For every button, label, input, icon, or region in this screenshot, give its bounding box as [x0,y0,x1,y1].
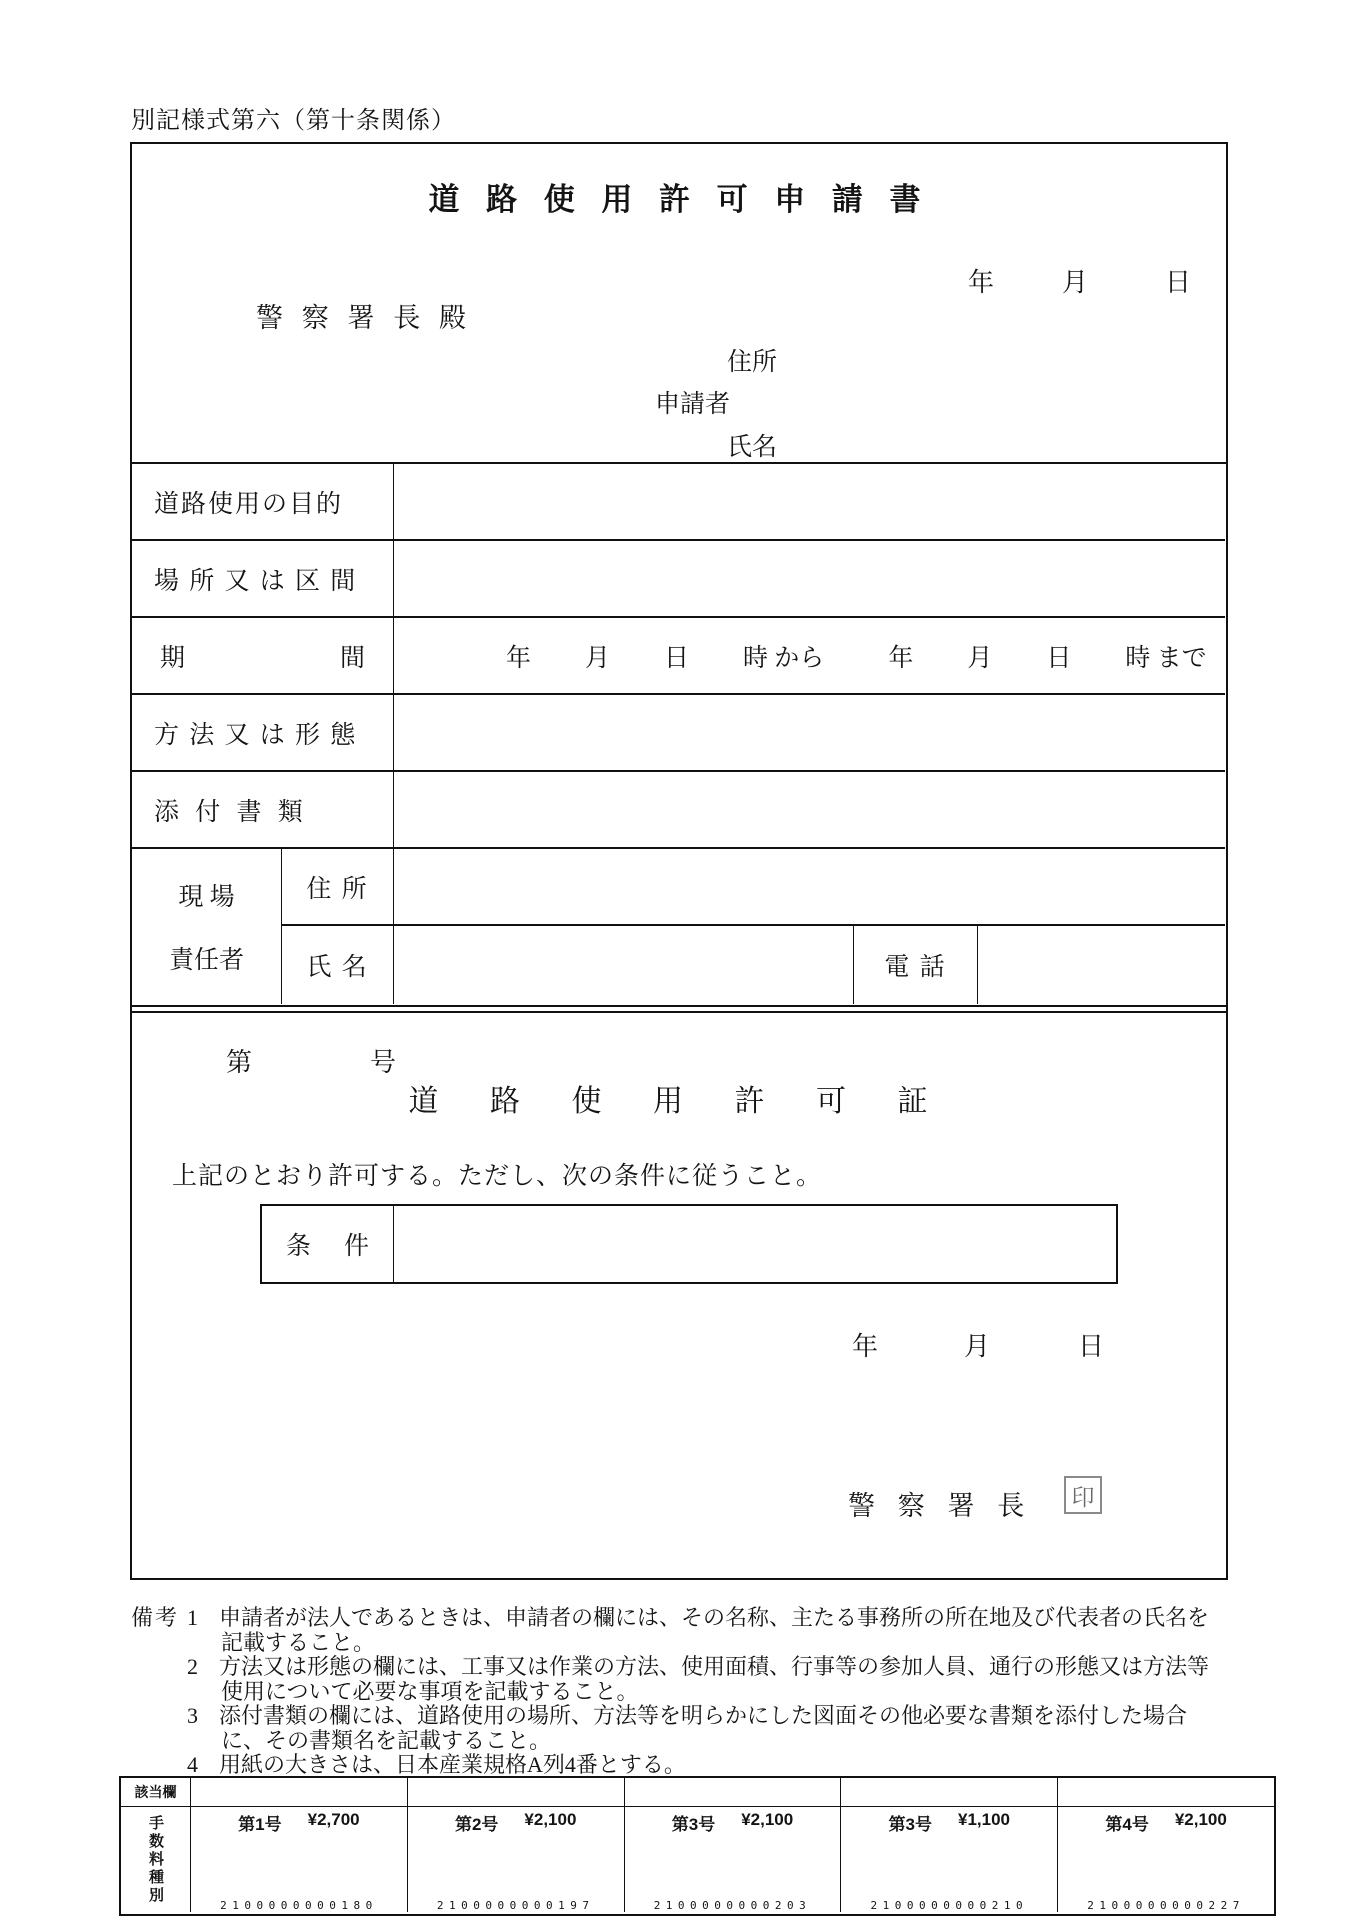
remark-text: 添付書類の欄には、道路使用の場所、方法等を明らかにした図面その他必要な書類を添付した場合に、その書類名を記載すること。 [219,1703,1188,1753]
remark-text: 用紙の大きさは、日本産業規格A列4番とする。 [219,1752,686,1777]
applicant-address-label: 住所 [727,349,778,376]
applicant-label: 申請者 [655,391,731,418]
site-address-value-cell [393,849,1225,926]
fee-label: 第3号 [671,1815,716,1834]
period-from-group [506,638,824,674]
fee-barcode-digits: 2100000000227 [1087,1899,1245,1912]
fee-price: ¥2,700 [307,1810,360,1829]
permit-statement: 上記のとおり許可する。ただし、次の条件に従うこと。 [172,1163,823,1190]
applicant-name-label: 氏名 [727,434,778,461]
place-value-cell [393,541,1225,618]
remark-item [187,1655,1221,1704]
period-to-month: 月 [967,644,993,672]
fee-price: ¥2,100 [1174,1810,1227,1829]
period-to-group [888,638,1206,674]
permit-number-prefix: 第 [226,1048,253,1077]
fee-barcode-digits: 2100000000210 [870,1899,1029,1912]
seal-character: 印 [1071,1484,1095,1510]
fee-price: ¥1,100 [958,1810,1011,1829]
remarks-heading: 備考 [131,1605,180,1630]
telephone-value-cell [977,926,1225,1004]
site-address-label: 住 所 [281,849,393,926]
remark-number: 4 [187,1752,198,1777]
site-name-value-cell [393,926,853,1004]
responsible-label: 責任者 [168,947,244,975]
fee-header [672,1810,793,1835]
permit-date-month-label: 月 [964,1332,991,1361]
application-title: 道 路 使 用 許 可 申 請 書 [428,182,930,217]
seal-placeholder [1064,1476,1102,1514]
fee-check-cell [840,1778,1057,1806]
period-label-right: 間 [339,644,365,672]
period-from-day: 日 [664,644,690,672]
permit-date-day-label: 日 [1078,1332,1105,1361]
remark-number: 1 [187,1605,198,1630]
period-to-year: 年 [888,644,914,672]
section-divider [132,1011,1226,1013]
period-from-hour: 時 から [743,644,825,672]
period-value-cell [393,618,1225,695]
permit-number-suffix: 号 [370,1048,397,1077]
period-from-month: 月 [585,644,611,672]
conditions-label-left: 条 [286,1233,312,1260]
fee-check-cell [1057,1778,1274,1806]
fee-check-cell [190,1778,407,1806]
fee-option-cell [190,1806,407,1912]
applicable-column-label: 該当欄 [134,1784,177,1800]
fee-option-cell [624,1806,841,1912]
place-label: 場 所 又 は 区 間 [132,541,393,618]
police-chief-recipient: 警 察 署 長 殿 [256,303,472,333]
site-label: 現 場 [178,883,235,911]
telephone-label: 電 話 [853,926,977,1004]
fee-category-table [119,1776,1276,1916]
method-label: 方 法 又 は 形 態 [132,695,393,772]
fee-barcode-digits: 2100000000197 [436,1899,595,1912]
fee-label: 第3号 [888,1815,933,1834]
remark-item [187,1753,1221,1778]
remark-item [187,1704,1221,1753]
period-label-left: 期 [160,644,186,672]
period-to-day: 日 [1046,644,1072,672]
attachments-value-cell [393,772,1225,849]
site-responsible-label [132,849,281,1004]
fee-header [1105,1810,1226,1835]
remarks-list [187,1606,1221,1778]
period-to-hour: 時 まで [1125,644,1207,672]
fee-check-cell [407,1778,624,1806]
fee-check-cell [624,1778,841,1806]
fee-barcode-digits: 2100000000180 [220,1899,378,1912]
application-table [132,462,1226,1007]
fee-option-cell [407,1806,624,1912]
remark-number: 3 [187,1703,198,1728]
remark-text: 申請者が法人であるときは、申請者の欄には、その名称、主たる事務所の所在地及び代表者の氏名を記載すること。 [219,1605,1210,1655]
police-chief-signature-label: 警 察 署 長 [848,1491,1033,1521]
form-reference-label: 別記様式第六（第十条関係） [131,108,456,134]
fee-type-side-label: 手数料種別 [121,1806,190,1912]
date-year-label: 年 [968,268,995,297]
fee-price: ¥2,100 [524,1810,577,1829]
conditions-label-right: 件 [343,1233,369,1260]
remark-number: 2 [187,1654,198,1679]
conditions-box [260,1204,1118,1284]
fee-label: 第4号 [1105,1815,1149,1834]
fee-barcode-digits: 2100000000203 [653,1899,812,1912]
fee-price: ¥2,100 [741,1810,794,1829]
date-day-label: 日 [1165,268,1192,297]
site-name-label: 氏 名 [281,926,393,1004]
fee-label: 第1号 [238,1815,282,1834]
fee-label: 第2号 [454,1815,499,1834]
remark-text: 方法又は形態の欄には、工事又は作業の方法、使用面積、行事等の参加人員、通行の形態又は方法等使用について必要な事項を記載すること。 [219,1654,1210,1704]
fee-option-cell [840,1806,1057,1912]
fee-header [455,1810,576,1835]
period-label [132,618,393,695]
remark-item [187,1606,1221,1655]
purpose-label: 道路使用の目的 [132,464,393,541]
purpose-value-cell [393,464,1225,541]
fee-header [238,1810,359,1835]
fee-option-cell [1057,1806,1274,1912]
main-form-box [130,142,1228,1580]
fee-header [889,1810,1010,1835]
method-value-cell [393,695,1225,772]
remarks-section [131,1606,1221,1778]
permit-date-year-label: 年 [852,1332,879,1361]
conditions-label [262,1206,394,1282]
period-from-year: 年 [506,644,532,672]
attachments-label: 添 付 書 類 [132,772,393,849]
permit-title: 道 路 使 用 許 可 証 [408,1085,950,1118]
date-month-label: 月 [1062,268,1089,297]
conditions-value-cell [394,1206,1116,1282]
